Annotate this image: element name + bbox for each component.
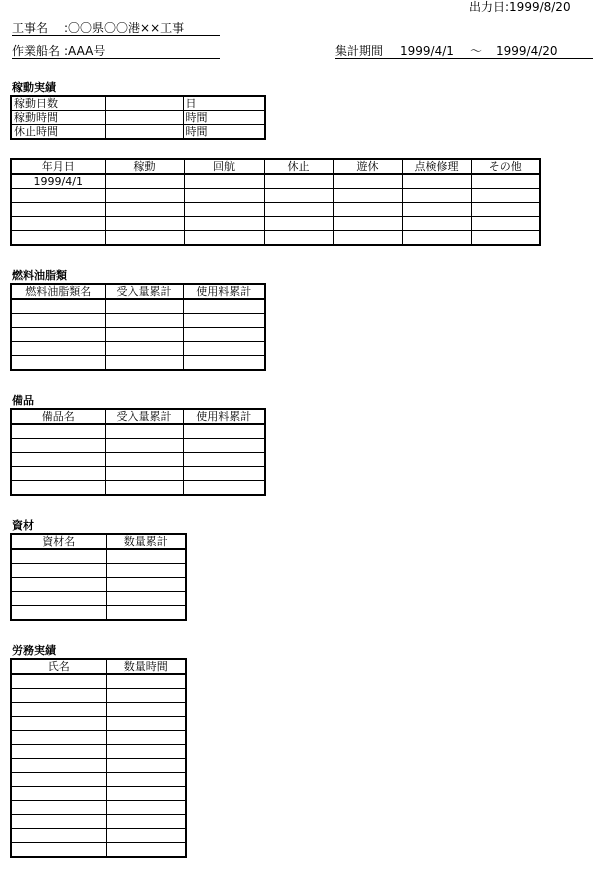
table-row: [11, 467, 265, 481]
period-end: 1999/4/20: [496, 44, 558, 58]
table-row: [11, 717, 186, 731]
table-cell: [471, 217, 540, 231]
fuel-title: 燃料油脂類: [12, 269, 67, 282]
table-row: [11, 703, 186, 717]
table-row: [11, 564, 186, 578]
table-cell: [471, 174, 540, 189]
fuel-table: [10, 283, 266, 371]
table-row: [11, 787, 186, 801]
daily-table: [10, 158, 541, 246]
table-cell: [183, 299, 265, 314]
column-header: 年月日: [11, 159, 105, 174]
table-cell: [105, 467, 183, 481]
table-row: [11, 606, 186, 621]
table-cell: [106, 674, 186, 689]
table-cell: [11, 773, 106, 787]
table-cell: [402, 174, 471, 189]
column-header: 備品名: [11, 409, 105, 424]
table-row: [11, 111, 265, 125]
table-cell: [264, 174, 333, 189]
table-cell: [106, 689, 186, 703]
table-row: [11, 96, 265, 111]
table-cell: [11, 592, 106, 606]
vessel-value: :AAA号: [64, 44, 106, 58]
table-row: [11, 125, 265, 140]
table-row: [11, 299, 265, 314]
materials-title: 資材: [12, 519, 34, 532]
column-header: 燃料油脂類名: [11, 284, 105, 299]
table-cell: [11, 689, 106, 703]
column-header: 使用料累計: [183, 409, 265, 424]
table-cell: [333, 174, 402, 189]
project-underline: [12, 35, 220, 36]
table-cell: [11, 342, 105, 356]
period-label: 集計期間: [335, 44, 384, 58]
table-cell: [183, 424, 265, 439]
period-separator: 〜: [470, 44, 483, 58]
table-cell: [183, 356, 265, 371]
equipment-title: 備品: [12, 394, 34, 407]
table-cell: [106, 801, 186, 815]
project-label: 工事名: [12, 21, 49, 35]
table-row: [11, 231, 540, 246]
table-cell: [11, 759, 106, 773]
table-cell: [106, 549, 186, 564]
table-cell: [11, 314, 105, 328]
table-cell: [184, 231, 264, 246]
column-header: その他: [471, 159, 540, 174]
table-cell: [11, 549, 106, 564]
table-cell: [106, 829, 186, 843]
table-cell: [402, 203, 471, 217]
column-header: 数量時間: [106, 659, 186, 674]
table-cell: [106, 578, 186, 592]
table-row: [11, 217, 540, 231]
table-cell: [11, 703, 106, 717]
table-cell: [471, 231, 540, 246]
table-cell: [471, 189, 540, 203]
table-cell: [264, 231, 333, 246]
table-cell: [106, 759, 186, 773]
table-cell: [11, 843, 106, 858]
table-row: [11, 829, 186, 843]
vessel-underline: [12, 58, 220, 59]
column-header: 稼動: [105, 159, 184, 174]
table-row: [11, 481, 265, 496]
table-cell: [183, 439, 265, 453]
project-value: :〇〇県〇〇港××工事: [64, 21, 185, 35]
table-cell: [11, 203, 105, 217]
table-cell: [184, 174, 264, 189]
table-cell: [11, 217, 105, 231]
table-cell: [183, 328, 265, 342]
column-header: 休止: [264, 159, 333, 174]
table-cell: [11, 564, 106, 578]
table-cell: [264, 203, 333, 217]
table-cell: [106, 773, 186, 787]
table-cell: [333, 189, 402, 203]
column-header: 回航: [184, 159, 264, 174]
column-header: 受入量累計: [105, 284, 183, 299]
table-cell: [333, 217, 402, 231]
table-cell: [11, 815, 106, 829]
table-cell: [11, 189, 105, 203]
table-cell: [11, 674, 106, 689]
summary-unit: 日: [183, 96, 265, 111]
table-cell: [105, 299, 183, 314]
table-row: [11, 731, 186, 745]
table-cell: [106, 787, 186, 801]
operation-summary-title: 稼動実績: [12, 81, 56, 94]
table-cell: [11, 467, 105, 481]
table-cell: [264, 217, 333, 231]
table-cell: [183, 453, 265, 467]
output-date: 出力日:1999/8/20: [469, 0, 571, 14]
table-cell: [11, 717, 106, 731]
table-cell: [184, 203, 264, 217]
table-cell: [183, 342, 265, 356]
equipment-table: [10, 408, 266, 496]
table-cell: [11, 453, 105, 467]
table-row: [11, 759, 186, 773]
table-cell: [183, 314, 265, 328]
table-cell: [105, 481, 183, 496]
table-cell: [11, 328, 105, 342]
table-row: [11, 328, 265, 342]
table-cell: [402, 231, 471, 246]
table-cell: [11, 424, 105, 439]
column-header: 点検修理: [402, 159, 471, 174]
table-cell: [264, 189, 333, 203]
table-cell: [11, 299, 105, 314]
table-cell: [105, 314, 183, 328]
table-cell: [105, 439, 183, 453]
table-cell: [11, 731, 106, 745]
table-cell: [183, 467, 265, 481]
table-cell: [105, 356, 183, 371]
table-cell: [105, 453, 183, 467]
table-cell: [106, 703, 186, 717]
labor-table: [10, 658, 187, 858]
column-header: 氏名: [11, 659, 106, 674]
table-cell: [106, 843, 186, 858]
column-header: 遊休: [333, 159, 402, 174]
table-cell: [106, 564, 186, 578]
table-cell: [184, 189, 264, 203]
table-cell: [11, 578, 106, 592]
column-header: 使用料累計: [183, 284, 265, 299]
table-cell: [105, 189, 184, 203]
table-cell: [105, 342, 183, 356]
table-cell: [105, 174, 184, 189]
table-cell: [105, 231, 184, 246]
table-row: [11, 578, 186, 592]
table-cell: [402, 217, 471, 231]
table-row: [11, 203, 540, 217]
table-cell: [183, 481, 265, 496]
table-cell: [106, 731, 186, 745]
table-row: [11, 674, 186, 689]
table-cell: [106, 606, 186, 621]
table-cell: [11, 356, 105, 371]
column-header: 資材名: [11, 534, 106, 549]
labor-title: 労務実績: [12, 644, 56, 657]
summary-unit: 時間: [183, 111, 265, 125]
table-cell: [106, 815, 186, 829]
table-cell: [106, 745, 186, 759]
table-cell: [11, 481, 105, 496]
table-row: [11, 689, 186, 703]
period-start: 1999/4/1: [400, 44, 454, 58]
table-cell: [11, 606, 106, 621]
table-cell: [333, 203, 402, 217]
table-row: [11, 592, 186, 606]
table-row: [11, 342, 265, 356]
table-row: [11, 314, 265, 328]
period-underline: [335, 58, 593, 59]
table-row: [11, 189, 540, 203]
table-cell: [11, 231, 105, 246]
table-cell: [11, 829, 106, 843]
summary-label: 休止時間: [11, 125, 105, 140]
table-cell: [11, 439, 105, 453]
table-cell: [106, 717, 186, 731]
summary-unit: 時間: [183, 125, 265, 140]
table-row: [11, 745, 186, 759]
table-cell: [11, 745, 106, 759]
summary-value: [105, 96, 183, 111]
materials-table: [10, 533, 187, 621]
table-row: [11, 843, 186, 858]
table-row: [11, 549, 186, 564]
table-row: [11, 801, 186, 815]
table-cell: [402, 189, 471, 203]
table-cell: [105, 203, 184, 217]
operation-summary-table: [10, 95, 266, 140]
vessel-label: 作業船名: [12, 44, 61, 58]
table-row: [11, 174, 540, 189]
table-row: [11, 424, 265, 439]
column-header: 数量累計: [106, 534, 186, 549]
table-cell: [333, 231, 402, 246]
table-cell: [105, 424, 183, 439]
table-row: [11, 773, 186, 787]
table-cell: [106, 592, 186, 606]
summary-label: 稼動日数: [11, 96, 105, 111]
table-cell: [184, 217, 264, 231]
table-cell: [11, 787, 106, 801]
table-cell: [105, 217, 184, 231]
table-cell: [471, 203, 540, 217]
summary-value: [105, 125, 183, 140]
column-header: 受入量累計: [105, 409, 183, 424]
table-row: [11, 453, 265, 467]
table-cell: [11, 801, 106, 815]
table-cell: [105, 328, 183, 342]
table-cell: 1999/4/1: [11, 174, 105, 189]
summary-value: [105, 111, 183, 125]
summary-label: 稼動時間: [11, 111, 105, 125]
table-row: [11, 815, 186, 829]
table-row: [11, 439, 265, 453]
table-row: [11, 356, 265, 371]
